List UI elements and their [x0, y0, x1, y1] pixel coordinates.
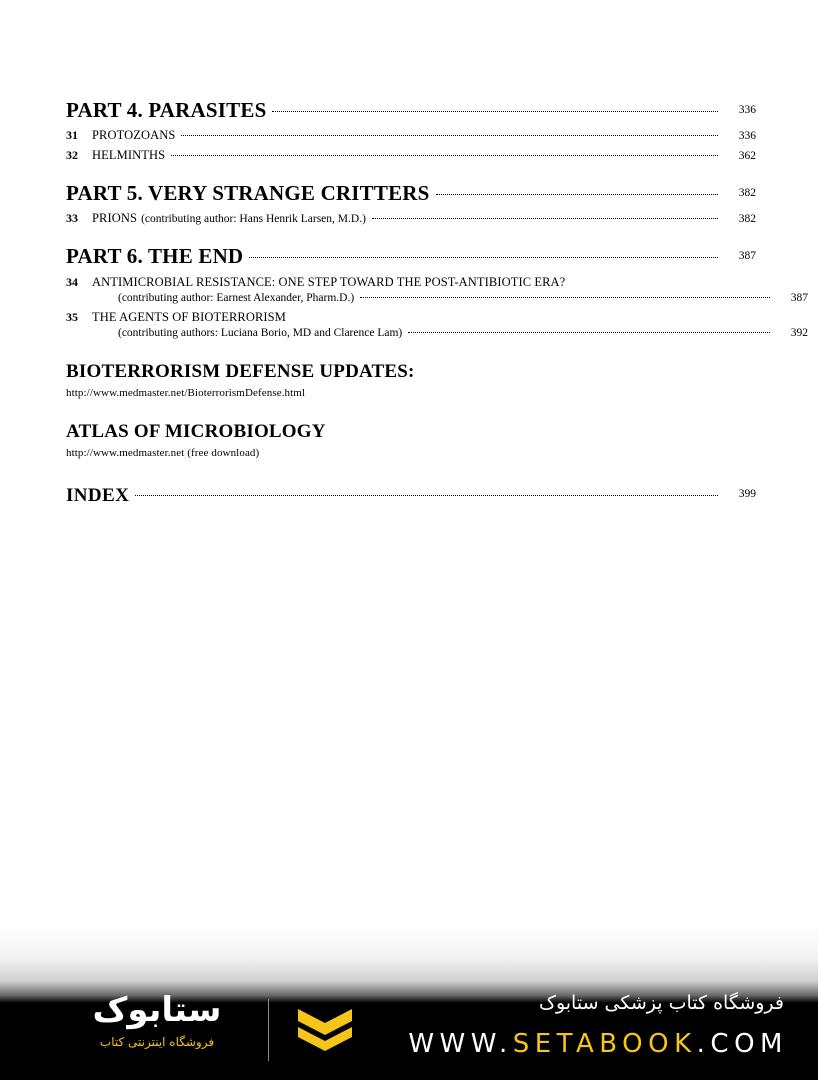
site-url-prefix: WWW.: [408, 1029, 513, 1059]
part-heading-row: [66, 244, 756, 269]
chapter-title-line: [66, 275, 756, 290]
index-label: INDEX: [66, 485, 130, 506]
part-title: PART 4. PARASITES: [66, 98, 267, 122]
part-page-number: 387: [738, 250, 756, 262]
index-row: [66, 485, 756, 507]
section-heading: BIOTERRORISM DEFENSE UPDATES:: [66, 361, 415, 382]
site-url-highlight: SETABOOK: [512, 1029, 697, 1059]
section-heading: ATLAS OF MICROBIOLOGY: [66, 421, 326, 442]
chapter-contributor-line: [66, 327, 808, 339]
part-page-number: 382: [738, 187, 756, 199]
site-url[interactable]: [408, 1029, 788, 1059]
chapter-page-number: 362: [738, 150, 756, 162]
chapter-title: PRIONS: [92, 211, 138, 225]
brand-logo-left: [62, 990, 252, 1049]
part-page-number: 336: [738, 104, 756, 116]
dot-leader: [372, 217, 718, 219]
chapter-title: HELMINTHS: [92, 148, 166, 162]
footer-content: [0, 990, 818, 1080]
footer-banner: [0, 925, 818, 1080]
index-page-number: 399: [738, 488, 756, 500]
brand-tagline: [539, 991, 784, 1016]
footer-divider: [268, 999, 269, 1061]
chevron-logo-icon: [296, 1007, 354, 1059]
chapter-number: 32: [66, 148, 78, 162]
chapter-page-number: 387: [790, 292, 808, 304]
part-heading-row: [66, 181, 756, 206]
part-title: PART 6. THE END: [66, 244, 244, 268]
chapter-number: 31: [66, 128, 78, 142]
section-url[interactable]: http://www.medmaster.net/BioterrorismDefense.html: [66, 387, 306, 399]
chapter-title-line: [66, 310, 756, 325]
toc-content: [66, 98, 808, 507]
chapter-number: 35: [66, 310, 78, 324]
chapter-number: 33: [66, 211, 78, 225]
dot-leader: [272, 110, 718, 112]
dot-leader: [408, 331, 770, 333]
chapter-number: 34: [66, 275, 78, 289]
dot-leader: [360, 296, 770, 298]
chapter-page-number: 392: [790, 327, 808, 339]
chapter-contributor-line: [66, 292, 808, 304]
chapter-block: [66, 310, 808, 339]
chapter-block: [66, 275, 808, 304]
chapter-title: THE AGENTS OF BIOTERRORISM: [92, 310, 286, 324]
dot-leader: [171, 154, 718, 156]
chapter-row: [66, 148, 756, 163]
site-url-suffix: .COM: [696, 1029, 788, 1059]
dot-leader: [436, 193, 718, 195]
part-heading-row: [66, 98, 756, 123]
dot-leader: [181, 134, 718, 136]
chapter-row: [66, 211, 756, 226]
brand-logo-persian: ستابوک: [92, 990, 222, 1030]
chapter-page-number: 336: [738, 130, 756, 142]
chapter-title: ANTIMICROBIAL RESISTANCE: ONE STEP TOWARD THE POST-ANTIBIOTIC ERA?: [92, 275, 566, 289]
dot-leader: [135, 494, 718, 496]
section-url[interactable]: http://www.medmaster.net (free download): [66, 447, 260, 459]
brand-logo-subtitle: فروشگاه اینترنتی کتاب: [99, 1035, 215, 1049]
chapter-page-number: 382: [738, 213, 756, 225]
chapter-contributors: (contributing authors: Luciana Borio, MD and Clarence Lam): [118, 327, 403, 339]
brand-tagline-persian: فروشگاه کتاب پزشکی ستابوک: [538, 992, 784, 1014]
dot-leader: [249, 256, 718, 258]
chapter-row: [66, 128, 756, 143]
chapter-subtitle: (contributing author: Hans Henrik Larsen, M.D.): [141, 213, 366, 225]
chapter-title: PROTOZOANS: [92, 128, 176, 142]
part-title: PART 5. VERY STRANGE CRITTERS: [66, 181, 430, 205]
chapter-contributors: (contributing author: Earnest Alexander, Pharm.D.): [118, 292, 355, 304]
